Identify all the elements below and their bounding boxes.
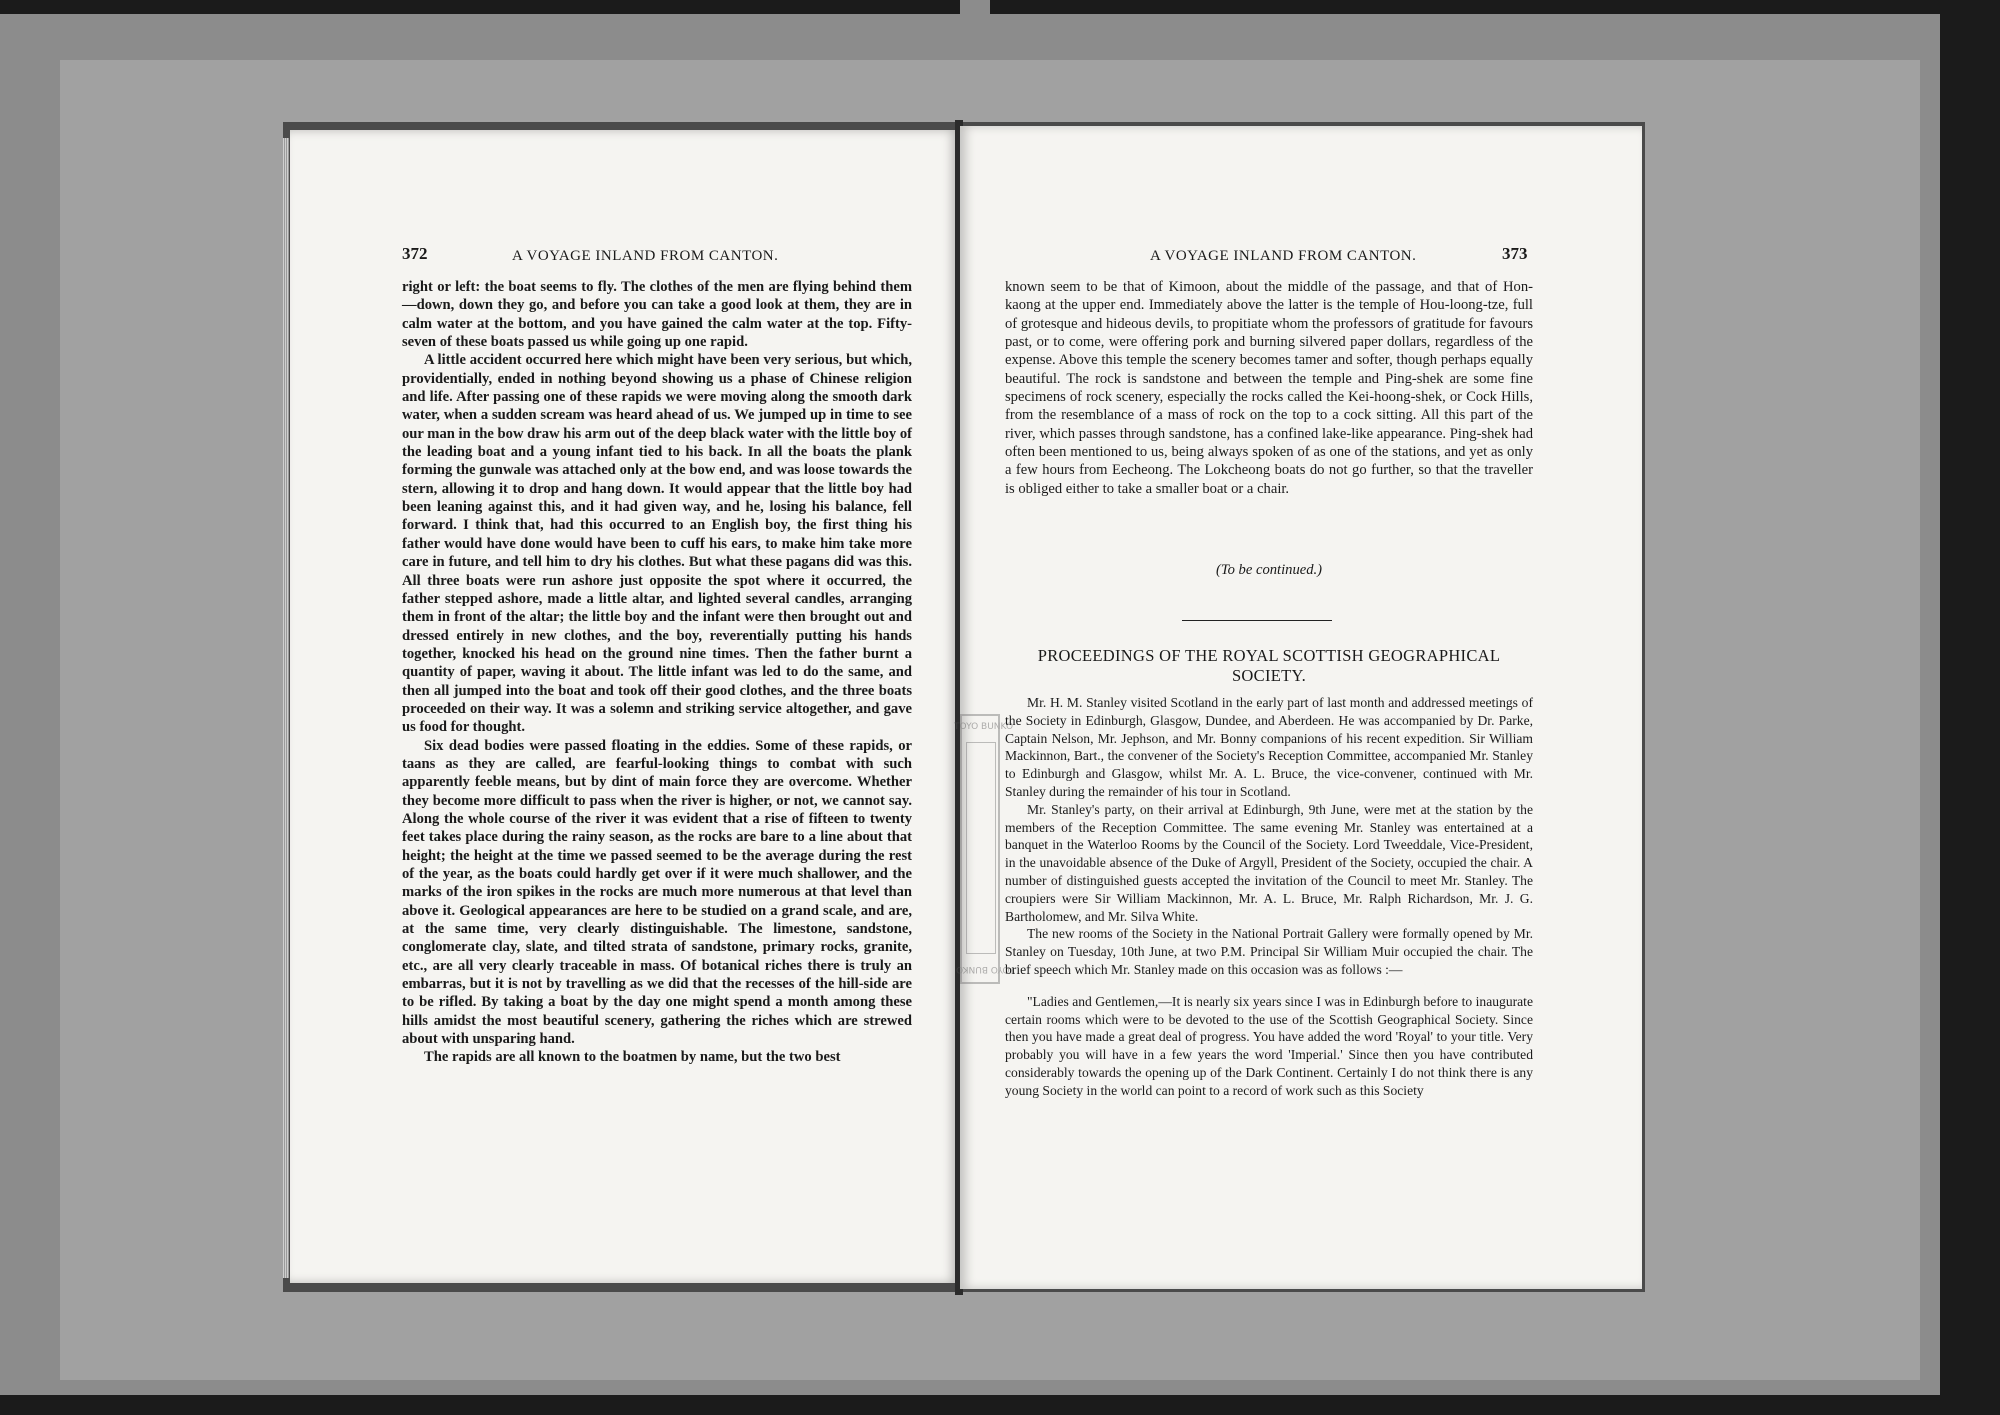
stamp-seal (966, 742, 996, 954)
proceedings-paragraph: The new rooms of the Society in the National Portrait Gallery were formally opened by Mr. Stanley on Tuesday, 10th June, at two P.M. Principal Sir William Muir occupied the chair. The brief speech which Mr. Stanley made on this occasion was as follows :— (1005, 926, 1533, 977)
left-body-text (402, 278, 912, 1067)
scan-background-bottom (0, 1395, 2000, 1415)
left-page (290, 130, 958, 1283)
scan-background-top-left (0, 0, 960, 14)
scan-background-top-right (990, 0, 2000, 14)
right-page-number: 373 (1502, 244, 1528, 263)
left-page-number: 372 (402, 244, 428, 263)
library-stamp (954, 714, 1016, 984)
stamp-label-top: TOYO BUNKO (954, 722, 1014, 732)
section-title: PROCEEDINGS OF THE ROYAL SCOTTISH GEOGRAPHICAL SOCIETY. (1037, 646, 1501, 685)
right-paragraph: known seem to be that of Kimoon, about the middle of the passage, and that of Hon-kaong at the upper end. Immediately above the latter is the temple of Hou-loong-tze, full of grotesque and hideous devils, to propitiate whom the professors of gratitude for favours past, or to come, were offering pork and burning silvered paper dollars, regardless of the expense. Above this temple the scenery becomes tamer and softer, though perhaps equally beautiful. The rock is sandstone and between the temple and Ping-shek are some fine specimens of rock scenery, especially the rocks called the Kei-hoong-shek, or Cock Hills, from the resemblance of a mass of rock on the top to a cock sitting. All this part of the river, which passes through sandstone, has a confined lake-like appearance. Ping-shek had often been mentioned to us, being always spoken of as one of the stations, and yet as only a few hours from Eecheong. The Lokcheong boats do not go further, so that the traveller is obliged either to take a smaller boat or a chair. (1005, 279, 1533, 497)
right-page (954, 126, 1642, 1289)
left-paragraph: right or left: the boat seems to fly. The clothes of the men are flying behind them—down, down they go, and before you can take a good look at them, they are in calm water at the bottom, and you have gained the calm water at the top. Fifty-seven of these boats passed us while going up one rapid. (402, 279, 912, 351)
left-paragraph: Six dead bodies were passed floating in the eddies. Some of these rapids, or taans as they are called, are fearful-looking things to combat with such apparently feeble means, but by dint of main force they are overcome. Whether they become more difficult to pass when the river is higher, or not, we cannot say. Along the whole course of the river it was evident that a rise of fifteen to twenty feet takes place during the rainy season, as the rocks are bare to a line about that height; the height at the time we passed seemed to be the average during the rest of the year, as the boats could hardly get over if it were much shallower, and the marks of the iron spikes in the rocks are much more numerous at that level than above it. Geological appearances are here to be studied on a grand scale, and are, at the same time, very clearly distinguishable. The limestone, sandstone, conglomerate clay, slate, and tilted strata of sandstone, primary rocks, granite, etc., are all very clearly traceable in mass. Of botanical riches there is truly an embarras, but it is not by travelling as we did that the recesses of the hill-side are to be rifled. By taking a boat by the day one might spend a month among these hills amidst the most beautiful scenery, gathering the riches which are strewed about with unsparing hand. (402, 737, 912, 1048)
proceedings-paragraph: Mr. Stanley's party, on their arrival at Edinburgh, 9th June, were met at the station by the members of the Reception Committee. The same evening Mr. Stanley was entertained at a banquet in the Waterloo Rooms by the Council of the Society. Lord Tweeddale, Vice-President, in the unavoidable absence of the Duke of Argyll, President of the Society, occupied the chair. A number of distinguished guests accepted the invitation of the Council to meet Mr. Stanley. The croupiers were Sir William Mackinnon, Mr. A. L. Bruce, Mr. Ralph Richardson, Mr. J. G. Bartholomew, and Mr. Silva White. (1005, 801, 1533, 924)
scan-background-right (1940, 0, 2000, 1415)
proceedings-text (1005, 694, 1533, 1100)
page-edges (283, 138, 289, 1278)
to-be-continued: (To be continued.) (1215, 562, 1323, 578)
right-running-head: A VOYAGE INLAND FROM CANTON. (1150, 248, 1417, 264)
left-paragraph: The rapids are all known to the boatmen by name, but the two best (424, 1049, 841, 1066)
right-body-text (1005, 278, 1533, 498)
proceedings-paragraph: "Ladies and Gentlemen,—It is nearly six years since I was in Edinburgh before to inaugurate certain rooms which were to be devoted to the use of the Scottish Geographical Society. Since then you have made a great deal of progress. You have added the word 'Royal' to your title. Very probably you will have in a few years the word 'Imperial.' Since then you have contributed considerably towards the opening up of the Dark Continent. Certainly I do not think there is any young Society in the world can point to a record of work such as this Society (1005, 993, 1533, 1098)
stamp-label-bottom: TOYO BUNKO (956, 964, 1016, 974)
left-running-head: A VOYAGE INLAND FROM CANTON. (512, 248, 779, 264)
left-paragraph: A little accident occurred here which might have been very serious, but which, providentially, ended in nothing beyond showing us a phase of Chinese religion and life. After passing one of these rapids we were moving along the smooth dark water, when a sudden scream was heard ahead of us. We jumped up in time to see our man in the bow draw his arm out of the deep black water with the little boy of the leading boat and a young infant tied to his back. In all the boats the plank forming the gunwale was attached only at the bow end, and was loose towards the stern, allowing it to drop and hang down. It would appear that the little boy had been leaning against this, and it had given way, and he, losing his balance, fell forward. I think that, had this occurred to an English boy, the first thing his father would have done would have been to cuff his ears, to make him take more care in future, and tell him to dry his clothes. But what these pagans did was this. All three boats were run ashore just opposite the spot where it occurred, the father stepped ashore, made a little altar, and lighted several candles, arranging them in front of the altar; the little boy and the infant were then brought out and dressed entirely in new clothes, and the boy, reverentially putting his hands together, knocked his head on the ground nine times. Then the father burnt a quantity of paper, waving it about. The little infant was led to do the same, and then all jumped into the boat and took off their good clothes, and the three boats proceeded on their way. It was a solemn and striking service altogether, and gave us food for thought. (402, 352, 912, 736)
proceedings-paragraph: Mr. H. M. Stanley visited Scotland in the early part of last month and addressed meetings of the Society in Edinburgh, Glasgow, Dundee, and Aberdeen. He was accompanied by Dr. Parke, Captain Nelson, Mr. Jephson, and Mr. Bonny companions of his recent expedition. Sir William Mackinnon, Bart., the convener of the Society's Reception Committee, accompanied Mr. Stanley to Edinburgh and Glasgow, whilst Mr. A. L. Bruce, the vice-convener, continued with Mr. Stanley during the remainder of his tour in Scotland. (1005, 695, 1533, 799)
section-divider (1182, 620, 1332, 621)
